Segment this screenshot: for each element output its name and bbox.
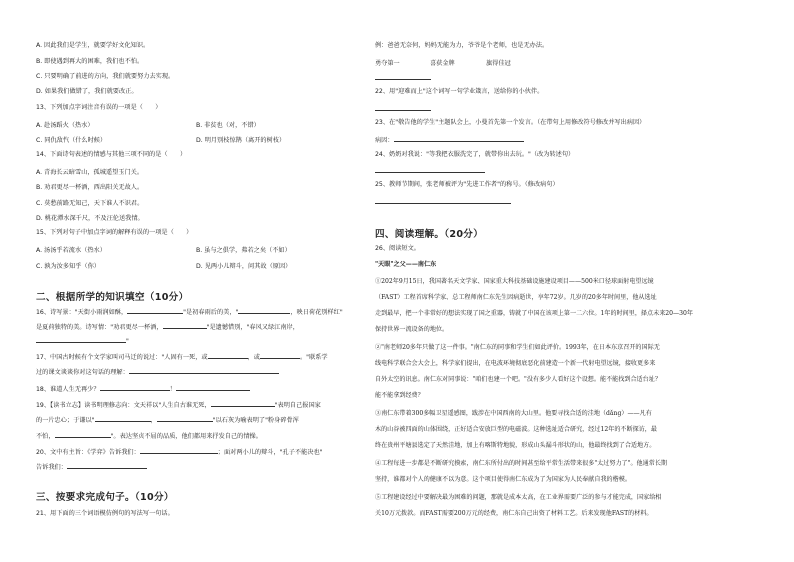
- q20-text-b: ；面对两小儿的辩斗，"孔子不能决也": [217, 449, 323, 456]
- q20-line-2: [36, 462, 147, 472]
- q21-answer-line[interactable]: [375, 79, 431, 80]
- q21-question: 21、用下面的三个词语模仿例句的写法写一句话。: [36, 510, 174, 517]
- passage-p3-line2: 木的山谷被四面的山体围绕，正好适合安放巨型的电磁波。这种选址适合研究，经过12年的不断探访，最: [375, 426, 657, 433]
- passage-p5-line2: 关10万元拨款。而FAST需要200万元的经费，南仁东自己出资了材料工艺。后来发现他FAST的材料。: [375, 510, 653, 517]
- passage-p3-line1: ③南仁东带着300多幅卫星遥感图，跋涉在中国西南的大山里。他要寻找合适的洼地（dǎng）——凡有: [375, 410, 652, 417]
- q19-blank-4[interactable]: [55, 431, 111, 438]
- q19-line-1: [36, 400, 321, 410]
- q17-blank-3[interactable]: [129, 367, 279, 374]
- passage-p2-line2: 线电科学联合会大会上，科学家们提出，在电波环境彻底恶化前建造一个新一代射电望远镜，接收更多来: [375, 360, 656, 367]
- q12-option-b: B. 即使遇到再大的困难，我们也不怕。: [36, 58, 144, 65]
- q16-text-e: "是遗憾惜别，"春风又绿江南岸，: [206, 324, 299, 331]
- q17-text-c: 。"联系学: [299, 354, 328, 361]
- section-2-heading: 二、根据所学的知识填空（10分）: [36, 292, 189, 303]
- q21-example: 例：爸爸无奈何，妈妈无能为力，爷爷是个老师，也是无办法。: [375, 42, 549, 49]
- q15-option-a: A. 汤汤乎若流水（热水）: [36, 247, 106, 254]
- q20-text-c: 告诉我们：: [36, 464, 67, 471]
- q24-answer-line[interactable]: [375, 172, 485, 173]
- q17-blank-1[interactable]: [208, 352, 248, 359]
- q18-blank-2[interactable]: [176, 384, 250, 391]
- q21-word-2: 喜获金牌: [430, 60, 455, 67]
- q19-text-f: 不怕，: [36, 433, 55, 440]
- q20-blank-1[interactable]: [140, 447, 218, 454]
- q16-blank-4[interactable]: [36, 336, 126, 343]
- q19-text-g: "。表达坚贞不屈的品质，他们都用来抒发自己的情操。: [110, 433, 262, 440]
- q17-blank-2[interactable]: [260, 352, 300, 359]
- passage-p1-line2: （FAST）工程首席科学家、总工程师南仁东先生因病逝世，享年72岁。几岁的20多年时间里，他从选址: [375, 294, 657, 301]
- q24-question: 24、奶奶对我说："等我把衣服洗完了，就带你出去玩。"（改为转述句）: [375, 151, 575, 158]
- q18-blank-1[interactable]: [100, 384, 170, 391]
- passage-p3-line3: 终在贵州平塘县选定了天然洼地，加上有喀斯特地貌，形成山头漏斗形状的山，他最终找到了合适地方。: [375, 442, 656, 449]
- q25-answer-line[interactable]: [375, 203, 511, 204]
- q12-option-d: D. 如果我们做错了，我们就要改正。: [36, 88, 138, 95]
- q16-line-1: [36, 307, 343, 317]
- q26-label: 26、阅读短文。: [375, 245, 420, 252]
- passage-p4-line2: 坚持，谁都对个人的健康不以为意。这个项目使得南仁东成为了为国家为人民奉献自我的楷模。: [375, 476, 631, 483]
- section-3-heading: 三、按要求完成句子。（10分）: [36, 492, 174, 503]
- q23-cause-blank[interactable]: [394, 135, 524, 142]
- passage-p1-line1: ①202年9月15日，我国著名天文学家、国家重大科技基础设施建设项目——500米口径球面射电望远镜: [375, 278, 654, 285]
- q23-question: 23、在"敬告他的学生"主题队会上，小曼首先第一个发言。（在带句上用修改符号修改并写出病因）: [375, 119, 646, 126]
- q15-option-d: D. 见两小儿辩斗，问其故（原因）: [196, 263, 292, 270]
- q16-text-c: ，映日荷花别样红": [290, 309, 343, 316]
- q17-text-d: 过的课文谈谈你对这句话的理解：: [36, 369, 129, 376]
- q15-question: 15、下列对句子中加点字词的解释有误的一项是（ ）: [36, 229, 193, 236]
- q13-option-b: B. 非贫也（对，不错）: [196, 122, 260, 129]
- q14-question: 14、下面诗句表述的情感与其他三项不同的是（ ）: [36, 151, 187, 158]
- passage-p1-line3: 走到最早，把一个非常好的想法实现了国之重器，铸就了中国在该项上第一二六位。1年的时间里，择点未来20—30年: [375, 310, 693, 317]
- q13-question: 13、下列加点字词注音有误的一项是（ ）: [36, 104, 162, 111]
- q16-text-d: 是夏荷独特的美。诗写情："劝君更尽一杯酒，: [36, 324, 163, 331]
- q16-text-f: ": [126, 338, 129, 345]
- q16-blank-2[interactable]: [238, 307, 290, 314]
- q18-text-b: ！: [169, 386, 176, 393]
- q14-option-d: D. 桃花潭水深千尺，不及汪伦送我情。: [36, 215, 144, 222]
- passage-p5-line1: ⑤工程建设经过中要解决最为困难的问题，那就是成本太高，在工业界需要广泛的参与才能完成，国家给相: [375, 494, 662, 501]
- q14-option-c: C. 莫愁前路无知己，天下谁人不识君。: [36, 200, 144, 207]
- section-4-heading: 四、阅读理解。（20分）: [375, 229, 484, 240]
- q19-line-2: [36, 415, 299, 425]
- q19-blank-1[interactable]: [211, 400, 275, 407]
- q20-line-1: [36, 447, 322, 457]
- q16-line-2: [36, 322, 299, 332]
- q19-text-d: ，: [150, 417, 157, 424]
- q20-text-a: 20、文中有主旨：《学弈》告诉我们：: [36, 449, 140, 456]
- q19-text-a: 19、【读书立志】读书明理修志向：文天祥以"人生自古谁无死，: [36, 402, 211, 409]
- q21-word-1: 勇夺第一: [375, 60, 400, 67]
- q16-text-a: 16、诗写景："天街小雨润如酥，: [36, 309, 128, 316]
- q21-word-3: 旗得佳冠: [486, 60, 511, 67]
- q16-blank-1[interactable]: [127, 307, 183, 314]
- q17-text-b: ，或: [247, 354, 260, 361]
- q22-question: 22、用"迎难而上"这个词写一句学业箴言，送给你的小伙伴。: [375, 88, 544, 95]
- q15-option-c: C. 孰为汝多知乎（你）: [36, 263, 100, 270]
- q19-text-c: 的一片忠心；于谦以": [36, 417, 95, 424]
- q13-option-c: C. 同仇敌忾（什么时候）: [36, 137, 107, 144]
- q13-option-d: D. 明月别枝惊鹊（离开的树枝）: [196, 137, 286, 144]
- passage-p1-line4: 保持世界一流设备的地位。: [375, 326, 449, 333]
- q12-option-c: C. 只要明确了前进的方向，我们就要努力去实现。: [36, 73, 175, 80]
- q23-cause-row: [375, 135, 524, 145]
- q16-text-b: "是初春雨后的美，": [183, 309, 239, 316]
- q18-text-a: 18、谁道人生无再少？: [36, 386, 100, 393]
- q14-option-b: B. 劝君更尽一杯酒，西出阳关无故人。: [36, 184, 144, 191]
- q19-blank-3[interactable]: [157, 415, 213, 422]
- q22-answer-line[interactable]: [375, 110, 431, 111]
- q15-option-b: B. 虽与之俱学，弗若之矣（不如）: [196, 247, 291, 254]
- q19-line-3: [36, 431, 262, 441]
- q17-line-2: [36, 367, 279, 377]
- q18-line: [36, 384, 250, 394]
- q16-line-3: [36, 336, 129, 346]
- q23-cause-label: 病因：: [375, 137, 394, 144]
- q17-line-1: [36, 352, 328, 362]
- q19-blank-2[interactable]: [95, 415, 151, 422]
- q19-text-e: "以石灰为喻表明了"粉身碎骨浑: [212, 417, 299, 424]
- passage-title: "天眼"之父——南仁东: [375, 261, 437, 268]
- q17-text-a: 17、中国古时候有个文学家叫司马迁的说过："人固有一死，或: [36, 354, 208, 361]
- passage-p2-line1: ②"南老师20多年只做了这一件事。"南仁东的同事和学生们如此评价。1993年，在日本东京召开的国际无: [375, 344, 660, 351]
- q12-option-a: A. 因此我们是学生，就要学好文化知识。: [36, 42, 150, 49]
- q19-text-b: "表明自己报国家: [274, 402, 321, 409]
- passage-p2-line3: 自外太空的讯息。南仁东对同事说："咱们也建一个吧。"没有多少人看好这个设想。能不能找到合适台址？: [375, 376, 661, 383]
- q20-blank-2[interactable]: [67, 462, 147, 469]
- q16-blank-3[interactable]: [163, 322, 207, 329]
- passage-p2-line4: 能不能拿到经费？: [375, 392, 424, 399]
- q14-option-a: A. 青海长云暗雪山，孤城遥望玉门关。: [36, 169, 144, 176]
- q13-option-a: A. 赴汤蹈火（热水）: [36, 122, 94, 129]
- passage-p4-line1: ④工程每进一步都是不断研究摸索，南仁东所付出的时间甚至给平常生活带来很多"太过努力了"。他通常长期: [375, 460, 668, 467]
- q25-question: 25、教师节期间，张老师被评为"先进工作者"的称号。（修改病句）: [375, 181, 559, 188]
